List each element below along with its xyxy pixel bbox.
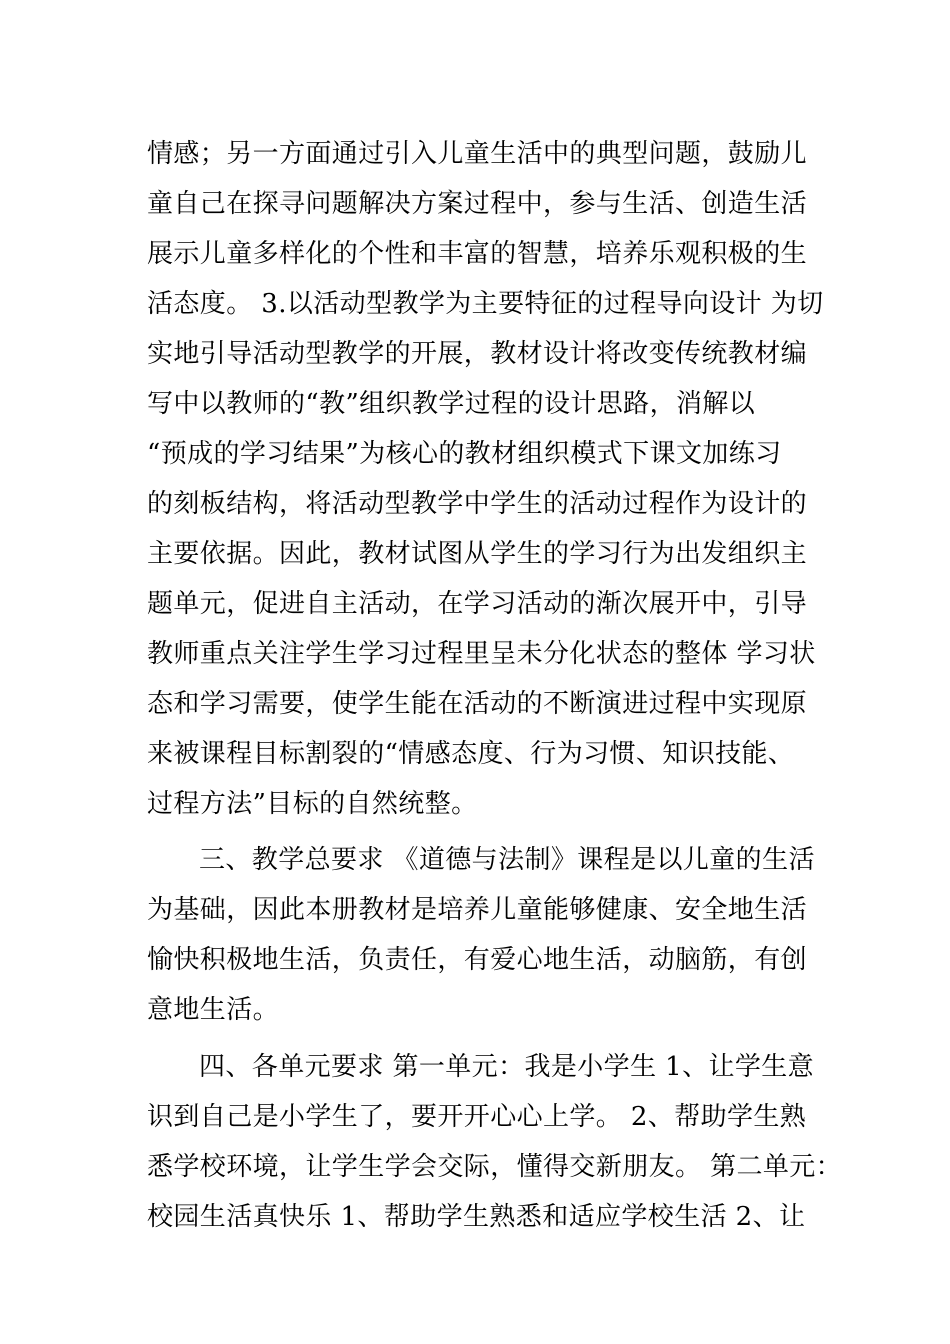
text-line: 主要依据。因此，教材试图从学生的学习行为出发组织主 — [147, 539, 808, 569]
text-line: 教师重点关注学生学习过程里呈未分化状态的整体 学习状 — [147, 639, 816, 669]
text-line: 意地生活。 — [147, 995, 280, 1025]
text-line: 愉快积极地生活，负责任，有爱心地生活，动脑筋，有创 — [147, 945, 808, 975]
text-line: “预成的学习结果”为核心的教材组织模式下课文加练习 — [147, 439, 782, 469]
text-line: 态和学习需要，使学生能在活动的不断演进过程中实现原 — [147, 689, 808, 719]
text-line: 识到自己是小学生了，要开开心心上学。 2、帮助学生熟 — [147, 1102, 807, 1132]
text-line: 展示儿童多样化的个性和丰富的智慧，培养乐观积极的生 — [147, 239, 808, 269]
text-line: 童自己在探寻问题解决方案过程中，参与生活、创造生活 — [147, 189, 808, 219]
text-line: 活态度。 3.以活动型教学为主要特征的过程导向设计 为切 — [147, 289, 824, 319]
text-line: 为基础，因此本册教材是培养儿童能够健康、安全地生活 — [147, 895, 808, 925]
text-line: 题单元，促进自主活动，在学习活动的渐次展开中，引导 — [147, 589, 808, 619]
section-three-heading-line: 三、教学总要求 《道德与法制》课程是以儿童的生活 — [199, 845, 815, 875]
text-line: 悉学校环境，让学生学会交际，懂得交新朋友。 第二单元： — [147, 1152, 843, 1182]
text-line: 过程方法”目标的自然统整。 — [147, 789, 478, 819]
text-line: 校园生活真快乐 1、帮助学生熟悉和适应学校生活 2、让 — [147, 1202, 806, 1232]
text-line: 情感；另一方面通过引入儿童生活中的典型问题，鼓励儿 — [147, 139, 808, 169]
text-line: 来被课程目标割裂的“情感态度、行为习惯、知识技能、 — [147, 739, 795, 769]
text-line: 的刻板结构，将活动型教学中学生的活动过程作为设计的 — [147, 489, 808, 519]
text-line: 实地引导活动型教学的开展，教材设计将改变传统教材编 — [147, 339, 808, 369]
section-four-heading-line: 四、各单元要求 第一单元：我是小学生 1、让学生意 — [199, 1052, 815, 1082]
text-line: 写中以教师的“教”组织教学过程的设计思路，消解以 — [147, 389, 756, 419]
